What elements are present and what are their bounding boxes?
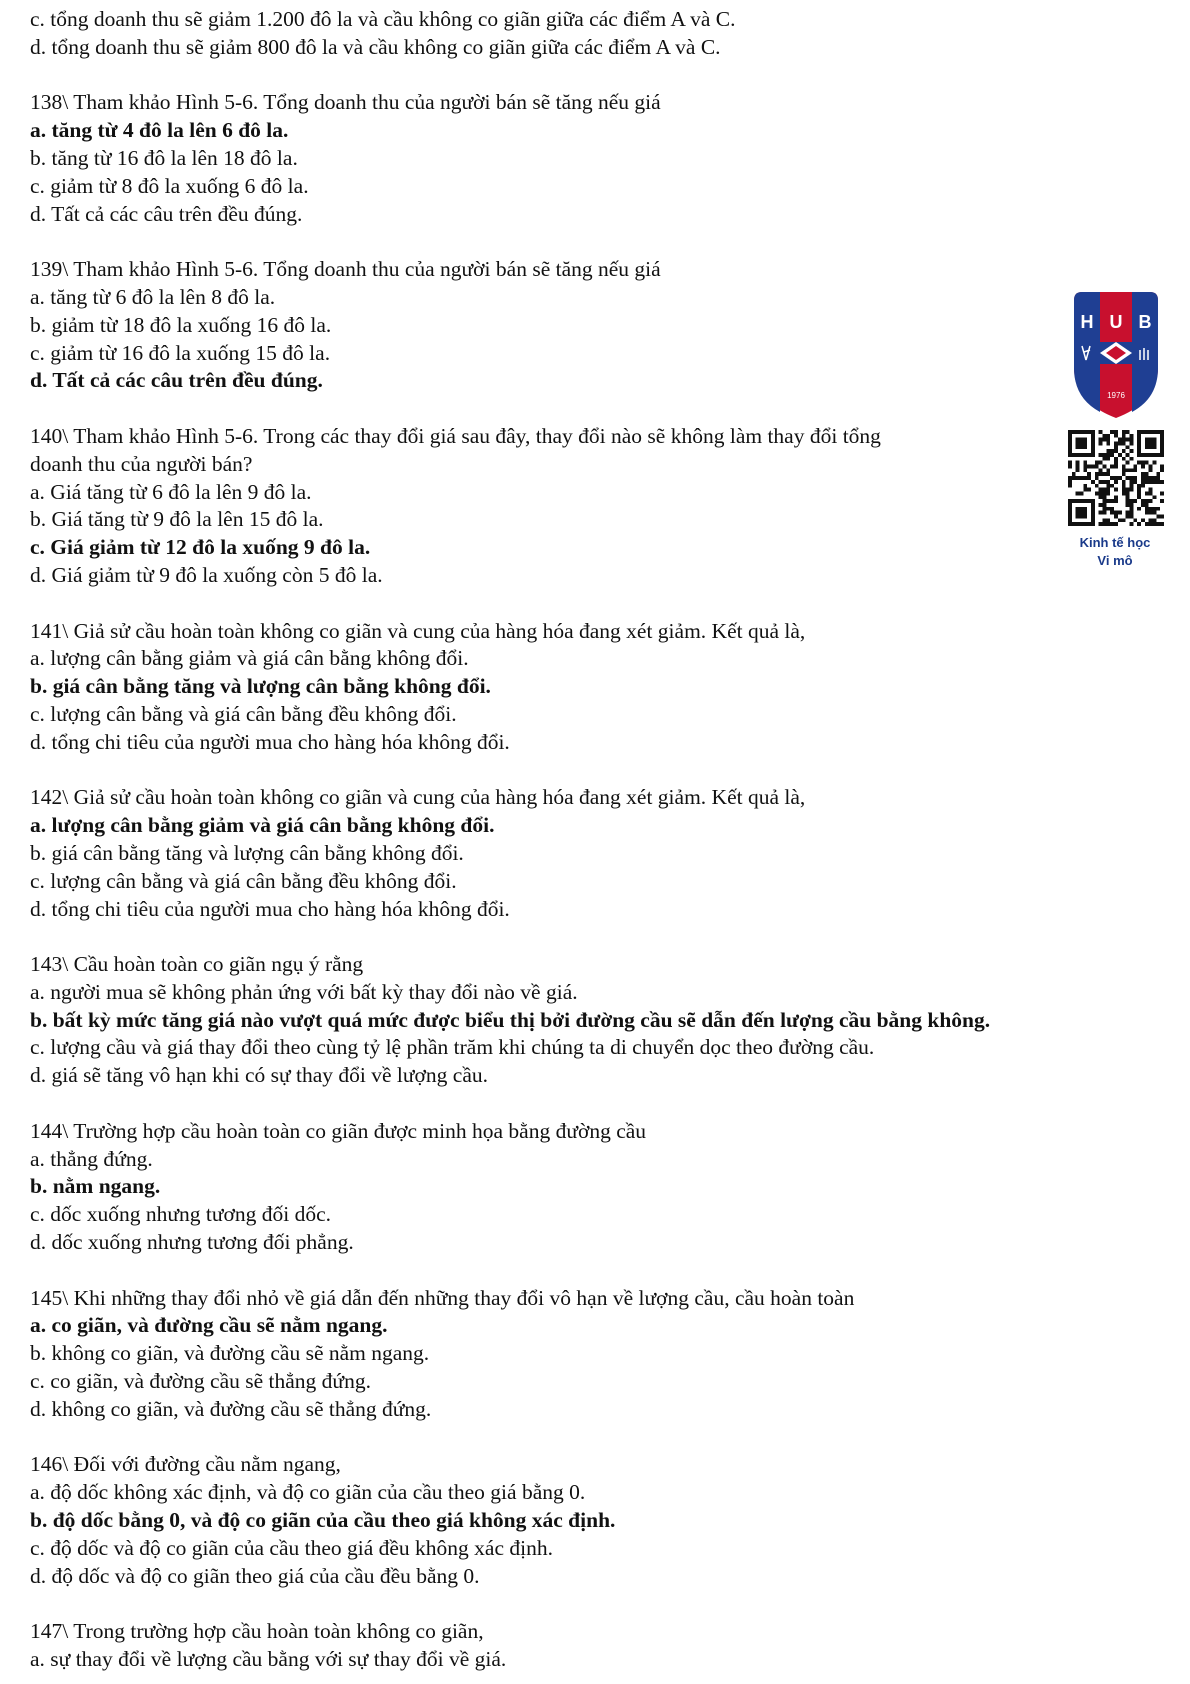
document-body	[30, 6, 1170, 1674]
text-line: a. sự thay đổi về lượng cầu bằng với sự thay đổi về giá.	[30, 1647, 507, 1672]
blank-line	[30, 228, 1170, 256]
answer-line-correct: a. co giãn, và đường cầu sẽ nằm ngang.	[30, 1313, 388, 1338]
text-line: a. người mua sẽ không phản ứng với bất kỳ thay đổi nào về giá.	[30, 979, 578, 1004]
blank-line	[30, 62, 1170, 90]
answer-line-correct: a. tăng từ 4 đô la lên 6 đô la.	[30, 118, 289, 143]
text-line: d. không co giãn, và đường cầu sẽ thẳng đứng.	[30, 1396, 432, 1421]
text-line: 138\ Tham khảo Hình 5-6. Tổng doanh thu của người bán sẽ tăng nếu giá	[30, 90, 661, 115]
text-line: d. tổng chi tiêu của người mua cho hàng hóa không đổi.	[30, 729, 510, 754]
text-line: 144\ Trường hợp cầu hoàn toàn co giãn được minh họa bằng đường cầu	[30, 1118, 647, 1143]
text-line: 139\ Tham khảo Hình 5-6. Tổng doanh thu của người bán sẽ tăng nếu giá	[30, 257, 661, 282]
text-line: 147\ Trong trường hợp cầu hoàn toàn không co giãn,	[30, 1619, 484, 1644]
answer-line-correct: b. bất kỳ mức tăng giá nào vượt quá mức được biểu thị bởi đường cầu sẽ dẫn đến lượng cầu bằng không.	[30, 1007, 991, 1032]
logo-letter-u: U	[1109, 312, 1123, 332]
blank-line	[30, 923, 1170, 951]
text-line: a. độ dốc không xác định, và độ co giãn của cầu theo giá bằng 0.	[30, 1480, 586, 1505]
answer-line-correct: a. lượng cân bằng giảm và giá cân bằng không đổi.	[30, 813, 495, 838]
text-line: d. tổng chi tiêu của người mua cho hàng hóa không đổi.	[30, 896, 510, 921]
text-line: b. tăng từ 16 đô la lên 18 đô la.	[30, 145, 298, 170]
text-line: d. Tất cả các câu trên đều đúng.	[30, 201, 303, 226]
text-line: d. độ dốc và độ co giãn theo giá của cầu đều bằng 0.	[30, 1563, 480, 1588]
answer-line-correct: c. Giá giảm từ 12 đô la xuống 9 đô la.	[30, 535, 371, 560]
answer-line-correct: b. giá cân bằng tăng và lượng cân bằng không đổi.	[30, 674, 491, 699]
text-line: a. thẳng đứng.	[30, 1146, 153, 1171]
caption-line2: Vi mô	[1097, 553, 1133, 568]
blank-line	[30, 1590, 1170, 1618]
text-line: 145\ Khi những thay đổi nhỏ về giá dẫn đến những thay đổi vô hạn về lượng cầu, cầu hoàn toàn	[30, 1285, 855, 1310]
text-line: c. giảm từ 8 đô la xuống 6 đô la.	[30, 173, 309, 198]
text-line: 140\ Tham khảo Hình 5-6. Trong các thay đổi giá sau đây, thay đổi nào sẽ không làm thay đổi tổng	[30, 423, 881, 448]
text-line: c. co giãn, và đường cầu sẽ thẳng đứng.	[30, 1369, 371, 1394]
logo-year: 1976	[1107, 391, 1125, 400]
text-line: b. giá cân bằng tăng và lượng cân bằng không đổi.	[30, 840, 464, 865]
text-line: c. độ dốc và độ co giãn của cầu theo giá đều không xác định.	[30, 1535, 553, 1560]
text-line: c. lượng cầu và giá thay đổi theo cùng tỷ lệ phần trăm khi chúng ta di chuyển dọc theo đường cầu.	[30, 1035, 875, 1060]
text-line: a. lượng cân bằng giảm và giá cân bằng không đổi.	[30, 646, 469, 671]
answer-line-correct: b. độ dốc bằng 0, và độ co giãn của cầu theo giá không xác định.	[30, 1508, 616, 1533]
caption-line1: Kinh tế học	[1079, 535, 1151, 550]
logo-letter-b: B	[1138, 312, 1152, 332]
hub-university-logo	[1070, 290, 1162, 420]
text-line: a. tăng từ 6 đô la lên 8 đô la.	[30, 284, 276, 309]
blank-line	[30, 395, 1170, 423]
logo-letter-h: H	[1080, 312, 1094, 332]
text-line: c. lượng cân bằng và giá cân bằng đều không đổi.	[30, 701, 457, 726]
text-line: 142\ Giả sử cầu hoàn toàn không co giãn và cung của hàng hóa đang xét giảm. Kết quả là,	[30, 785, 806, 810]
text-line: c. lượng cân bằng và giá cân bằng đều không đổi.	[30, 868, 457, 893]
text-line: b. giảm từ 18 đô la xuống 16 đô la.	[30, 312, 332, 337]
text-line: 141\ Giả sử cầu hoàn toàn không co giãn và cung của hàng hóa đang xét giảm. Kết quả là,	[30, 618, 806, 643]
text-line: d. Giá giảm từ 9 đô la xuống còn 5 đô la.	[30, 562, 383, 587]
text-line: c. tổng doanh thu sẽ giảm 1.200 đô la và cầu không co giãn giữa các điểm A và C.	[30, 7, 736, 31]
blank-line	[30, 1090, 1170, 1118]
blank-line	[30, 590, 1170, 618]
text-line: a. Giá tăng từ 6 đô la lên 9 đô la.	[30, 479, 312, 504]
text-line: 146\ Đối với đường cầu nằm ngang,	[30, 1452, 341, 1477]
text-line: d. tổng doanh thu sẽ giảm 800 đô la và cầu không co giãn giữa các điểm A và C.	[30, 34, 721, 59]
text-line: c. giảm từ 16 đô la xuống 15 đô la.	[30, 340, 331, 365]
text-line: 143\ Cầu hoàn toàn co giãn ngụ ý rằng	[30, 952, 364, 977]
answer-line-correct: d. Tất cả các câu trên đều đúng.	[30, 368, 323, 393]
blank-line	[30, 757, 1170, 785]
blank-line	[30, 1424, 1170, 1452]
text-line: c. dốc xuống nhưng tương đối dốc.	[30, 1202, 331, 1227]
text-line: b. không co giãn, và đường cầu sẽ nằm ngang.	[30, 1341, 430, 1366]
text-line: doanh thu của người bán?	[30, 451, 253, 476]
text-line: b. Giá tăng từ 9 đô la lên 15 đô la.	[30, 507, 324, 532]
text-line: d. giá sẽ tăng vô hạn khi có sự thay đổi về lượng cầu.	[30, 1063, 489, 1088]
answer-line-correct: b. nằm ngang.	[30, 1174, 161, 1199]
text-line: d. dốc xuống nhưng tương đối phẳng.	[30, 1230, 354, 1255]
qr-code-icon	[1068, 430, 1164, 526]
blank-line	[30, 1257, 1170, 1285]
